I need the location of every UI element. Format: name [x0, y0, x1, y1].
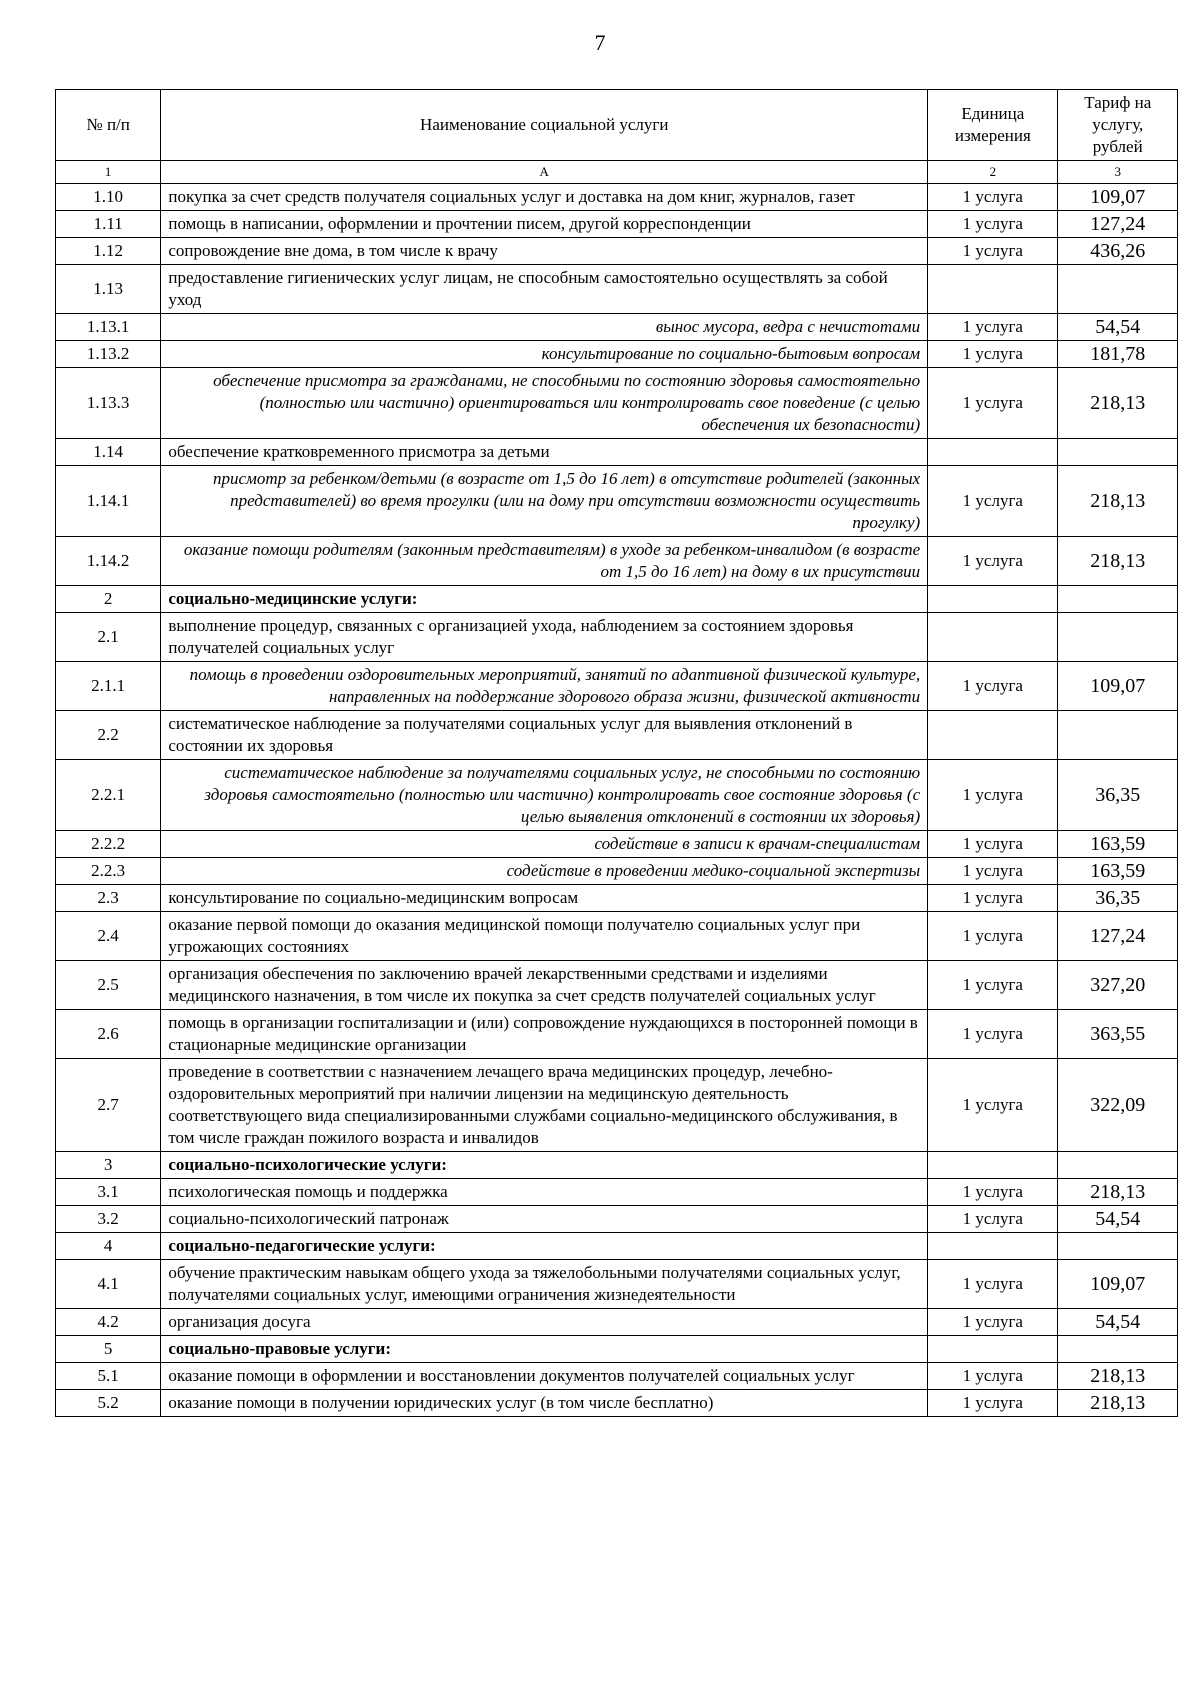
row-number-cell: 3	[56, 1152, 161, 1179]
table-header-row	[56, 90, 1178, 161]
row-number-cell: 2.7	[56, 1059, 161, 1152]
service-name-cell: социально-педагогические услуги:	[161, 1233, 928, 1260]
column-number-row	[56, 161, 1178, 184]
unit-cell: 1 услуга	[928, 1059, 1058, 1152]
unit-cell: 1 услуга	[928, 1390, 1058, 1417]
column-number: 2	[928, 161, 1058, 184]
service-name-cell: сопровождение вне дома, в том числе к врачу	[161, 238, 928, 265]
row-number-cell: 1.14.2	[56, 537, 161, 586]
service-name-cell: покупка за счет средств получателя социальных услуг и доставка на дом книг, журналов, газет	[161, 184, 928, 211]
service-name-cell: помощь в организации госпитализации и (или) сопровождение нуждающихся в посторонней помощи в стационарные медицинские организации	[161, 1010, 928, 1059]
row-number-cell: 2.5	[56, 961, 161, 1010]
tariff-cell: 218,13	[1058, 1390, 1178, 1417]
unit-cell: 1 услуга	[928, 341, 1058, 368]
unit-cell: 1 услуга	[928, 1260, 1058, 1309]
header-price: Тариф на услугу, рублей	[1058, 90, 1178, 161]
header-unit: Единица измерения	[928, 90, 1058, 161]
unit-cell: 1 услуга	[928, 961, 1058, 1010]
unit-cell	[928, 586, 1058, 613]
service-name-cell: консультирование по социально-медицинским вопросам	[161, 885, 928, 912]
table-row	[56, 961, 1178, 1010]
table-row	[56, 613, 1178, 662]
service-name-cell: оказание помощи в получении юридических услуг (в том числе бесплатно)	[161, 1390, 928, 1417]
unit-cell	[928, 1336, 1058, 1363]
unit-cell: 1 услуга	[928, 537, 1058, 586]
row-number-cell: 4.1	[56, 1260, 161, 1309]
row-number-cell: 1.12	[56, 238, 161, 265]
unit-cell: 1 услуга	[928, 466, 1058, 537]
row-number-cell: 2.2.2	[56, 831, 161, 858]
tariff-cell: 36,35	[1058, 760, 1178, 831]
unit-cell: 1 услуга	[928, 1010, 1058, 1059]
row-number-cell: 1.13.3	[56, 368, 161, 439]
row-number-cell: 2.2.1	[56, 760, 161, 831]
unit-cell: 1 услуга	[928, 831, 1058, 858]
row-number-cell: 2.4	[56, 912, 161, 961]
table-row	[56, 265, 1178, 314]
table-row	[56, 341, 1178, 368]
service-name-cell: психологическая помощь и поддержка	[161, 1179, 928, 1206]
tariff-cell	[1058, 1233, 1178, 1260]
tariff-cell: 109,07	[1058, 1260, 1178, 1309]
table-row	[56, 760, 1178, 831]
unit-cell	[928, 613, 1058, 662]
unit-cell: 1 услуга	[928, 314, 1058, 341]
row-number-cell: 5.2	[56, 1390, 161, 1417]
column-number: 1	[56, 161, 161, 184]
tariff-cell: 181,78	[1058, 341, 1178, 368]
row-number-cell: 3.2	[56, 1206, 161, 1233]
table-row	[56, 368, 1178, 439]
service-name-cell: вынос мусора, ведра с нечистотами	[161, 314, 928, 341]
service-name-cell: обучение практическим навыкам общего ухода за тяжелобольными получателями социальных услуг, получателями социальных услуг, имеющими ограничения жизнедеятельности	[161, 1260, 928, 1309]
tariff-cell	[1058, 613, 1178, 662]
service-name-cell: систематическое наблюдение за получателями социальных услуг для выявления отклонений в состоянии их здоровья	[161, 711, 928, 760]
service-name-cell: выполнение процедур, связанных с организацией ухода, наблюдением за состоянием здоровья получателей социальных услуг	[161, 613, 928, 662]
unit-cell	[928, 265, 1058, 314]
table-row	[56, 586, 1178, 613]
tariff-cell: 322,09	[1058, 1059, 1178, 1152]
table-row	[56, 1336, 1178, 1363]
tariff-cell: 109,07	[1058, 184, 1178, 211]
tariff-cell: 163,59	[1058, 858, 1178, 885]
service-name-cell: оказание первой помощи до оказания медицинской помощи получателю социальных услуг при угрожающих состояниях	[161, 912, 928, 961]
table-row	[56, 439, 1178, 466]
row-number-cell: 1.14	[56, 439, 161, 466]
row-number-cell: 2	[56, 586, 161, 613]
table-row	[56, 537, 1178, 586]
service-name-cell: обеспечение присмотра за гражданами, не способными по состоянию здоровья самостоятельно (полностью или частично) ориентироваться или контролировать свое поведение (с целью обеспечения их безопасности)	[161, 368, 928, 439]
page-number: 7	[594, 30, 606, 55]
service-name-cell: социально-психологический патронаж	[161, 1206, 928, 1233]
table-row	[56, 662, 1178, 711]
tariff-cell: 127,24	[1058, 912, 1178, 961]
row-number-cell: 5	[56, 1336, 161, 1363]
column-number: А	[161, 161, 928, 184]
header-num: № п/п	[56, 90, 161, 161]
table-row	[56, 1309, 1178, 1336]
row-number-cell: 4.2	[56, 1309, 161, 1336]
service-name-cell: помощь в написании, оформлении и прочтении писем, другой корреспонденции	[161, 211, 928, 238]
service-name-cell: организация досуга	[161, 1309, 928, 1336]
tariff-table	[55, 89, 1178, 1417]
row-number-cell: 1.13	[56, 265, 161, 314]
tariff-cell: 218,13	[1058, 1179, 1178, 1206]
row-number-cell: 2.3	[56, 885, 161, 912]
unit-cell: 1 услуга	[928, 368, 1058, 439]
table-row	[56, 1260, 1178, 1309]
table-row	[56, 858, 1178, 885]
table-row	[56, 711, 1178, 760]
unit-cell: 1 услуга	[928, 760, 1058, 831]
tariff-cell: 54,54	[1058, 1309, 1178, 1336]
service-name-cell: содействие в проведении медико-социальной экспертизы	[161, 858, 928, 885]
service-name-cell: организация обеспечения по заключению врачей лекарственными средствами и изделиями медицинского назначения, в том числе их покупка за счет средств получателей социальных услуг	[161, 961, 928, 1010]
unit-cell: 1 услуга	[928, 1179, 1058, 1206]
table-row	[56, 1206, 1178, 1233]
tariff-cell	[1058, 1152, 1178, 1179]
unit-cell: 1 услуга	[928, 184, 1058, 211]
row-number-cell: 2.6	[56, 1010, 161, 1059]
table-body	[56, 184, 1178, 1417]
table-row	[56, 912, 1178, 961]
unit-cell: 1 услуга	[928, 1206, 1058, 1233]
unit-cell: 1 услуга	[928, 885, 1058, 912]
table-row	[56, 1363, 1178, 1390]
tariff-cell: 218,13	[1058, 1363, 1178, 1390]
tariff-cell: 36,35	[1058, 885, 1178, 912]
tariff-cell: 327,20	[1058, 961, 1178, 1010]
service-name-cell: присмотр за ребенком/детьми (в возрасте от 1,5 до 16 лет) в отсутствие родителей (законных представителей) во время прогулки (или на дому при отсутствии возможности осуществить прогулку)	[161, 466, 928, 537]
service-name-cell: помощь в проведении оздоровительных мероприятий, занятий по адаптивной физической культуре, направленных на поддержание здорового образа жизни, физической активности	[161, 662, 928, 711]
tariff-cell: 109,07	[1058, 662, 1178, 711]
tariff-cell: 436,26	[1058, 238, 1178, 265]
row-number-cell: 5.1	[56, 1363, 161, 1390]
service-name-cell: предоставление гигиенических услуг лицам, не способным самостоятельно осуществлять за собой уход	[161, 265, 928, 314]
table-row	[56, 1010, 1178, 1059]
row-number-cell: 4	[56, 1233, 161, 1260]
table-row	[56, 1390, 1178, 1417]
row-number-cell: 1.13.2	[56, 341, 161, 368]
service-name-cell: оказание помощи в оформлении и восстановлении документов получателей социальных услуг	[161, 1363, 928, 1390]
service-name-cell: проведение в соответствии с назначением лечащего врача медицинских процедур, лечебно-оздоровительных мероприятий при наличии лицензии на медицинскую деятельность соответствующего вида специализированными службами социально-медицинского обслуживания, в том числе граждан пожилого возраста и инвалидов	[161, 1059, 928, 1152]
row-number-cell: 2.1.1	[56, 662, 161, 711]
unit-cell: 1 услуга	[928, 912, 1058, 961]
row-number-cell: 1.10	[56, 184, 161, 211]
table-row	[56, 1179, 1178, 1206]
unit-cell	[928, 1233, 1058, 1260]
unit-cell: 1 услуга	[928, 1309, 1058, 1336]
tariff-cell: 218,13	[1058, 537, 1178, 586]
service-name-cell: социально-психологические услуги:	[161, 1152, 928, 1179]
tariff-cell	[1058, 1336, 1178, 1363]
tariff-cell: 363,55	[1058, 1010, 1178, 1059]
tariff-cell	[1058, 711, 1178, 760]
service-name-cell: содействие в записи к врачам-специалистам	[161, 831, 928, 858]
unit-cell: 1 услуга	[928, 858, 1058, 885]
table-row	[56, 1233, 1178, 1260]
row-number-cell: 2.1	[56, 613, 161, 662]
unit-cell: 1 услуга	[928, 1363, 1058, 1390]
unit-cell	[928, 439, 1058, 466]
row-number-cell: 1.11	[56, 211, 161, 238]
table-row	[56, 831, 1178, 858]
service-name-cell: социально-медицинские услуги:	[161, 586, 928, 613]
row-number-cell: 1.13.1	[56, 314, 161, 341]
row-number-cell: 2.2	[56, 711, 161, 760]
tariff-cell: 218,13	[1058, 466, 1178, 537]
row-number-cell: 3.1	[56, 1179, 161, 1206]
service-name-cell: консультирование по социально-бытовым вопросам	[161, 341, 928, 368]
header-name: Наименование социальной услуги	[161, 90, 928, 161]
service-name-cell: обеспечение кратковременного присмотра за детьми	[161, 439, 928, 466]
tariff-cell	[1058, 586, 1178, 613]
table-row	[56, 238, 1178, 265]
table-row	[56, 1152, 1178, 1179]
service-name-cell: социально-правовые услуги:	[161, 1336, 928, 1363]
unit-cell: 1 услуга	[928, 238, 1058, 265]
service-name-cell: систематическое наблюдение за получателями социальных услуг, не способными по состоянию здоровья самостоятельно (полностью или частично) контролировать свое состояние здоровья (с целью выявления отклонений в состоянии их здоровья)	[161, 760, 928, 831]
tariff-cell: 54,54	[1058, 1206, 1178, 1233]
row-number-cell: 2.2.3	[56, 858, 161, 885]
tariff-cell	[1058, 265, 1178, 314]
unit-cell	[928, 711, 1058, 760]
tariff-cell: 218,13	[1058, 368, 1178, 439]
unit-cell: 1 услуга	[928, 211, 1058, 238]
unit-cell: 1 услуга	[928, 662, 1058, 711]
table-row	[56, 314, 1178, 341]
service-name-cell: оказание помощи родителям (законным представителям) в уходе за ребенком-инвалидом (в возрасте от 1,5 до 16 лет) на дому в их присутствии	[161, 537, 928, 586]
table-row	[56, 211, 1178, 238]
table-row	[56, 885, 1178, 912]
table-row	[56, 184, 1178, 211]
row-number-cell: 1.14.1	[56, 466, 161, 537]
tariff-cell: 54,54	[1058, 314, 1178, 341]
table-row	[56, 1059, 1178, 1152]
tariff-cell: 163,59	[1058, 831, 1178, 858]
unit-cell	[928, 1152, 1058, 1179]
tariff-cell	[1058, 439, 1178, 466]
tariff-cell: 127,24	[1058, 211, 1178, 238]
column-number: 3	[1058, 161, 1178, 184]
table-row	[56, 466, 1178, 537]
